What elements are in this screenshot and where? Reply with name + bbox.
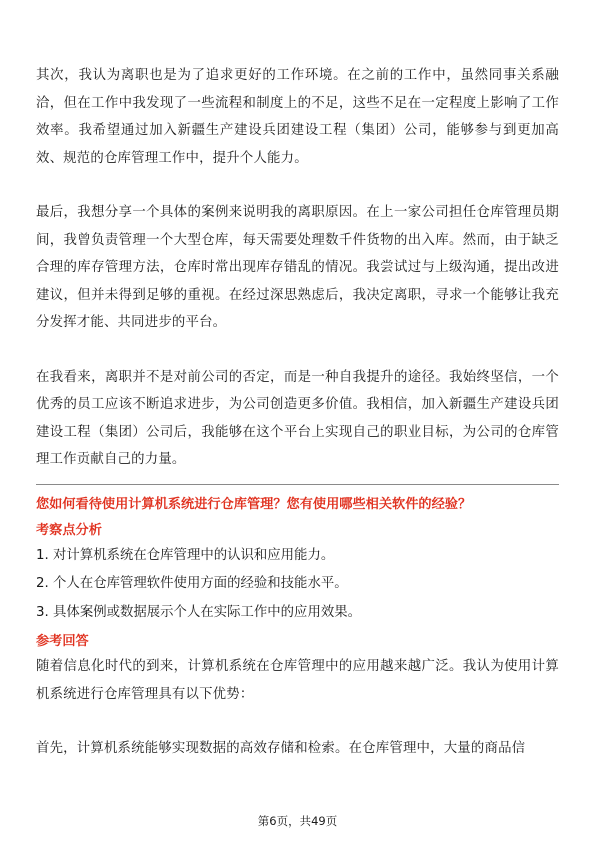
body-paragraph: 最后，我想分享一个具体的案例来说明我的离职原因。在上一家公司担任仓库管理员期间，我曾负责管理一个大型仓库，每天需要处理数千件货物的出入库。然而，由于缺乏合理的库存管理方法，仓库时常出现库存错乱的情况。我尝试过与上级沟通，提出改进建议，但并未得到足够的重视。在经过深思熟虑后，我决定离职，寻求一个能够让我充分发挥才能、共同进步的平台。 (36, 205, 559, 330)
question-title: 您如何看待使用计算机系统进行仓库管理？您有使用哪些相关软件的经验？ (36, 496, 472, 512)
list-item: 3. 具体案例或数据展示个人在实际工作中的应用效果。 (36, 604, 362, 620)
page-number: 第6页，共49页 (257, 814, 338, 828)
list-item: 1. 对计算机系统在仓库管理中的认识和应用能力。 (36, 547, 335, 563)
list-item: 2. 个人在仓库管理软件使用方面的经验和技能水平。 (36, 576, 348, 591)
analysis-list (36, 542, 559, 628)
answer-paragraph: 随着信息化时代的到来，计算机系统在仓库管理中的应用越来越广泛。我认为使用计算机系统进行仓库管理具有以下优势： (36, 659, 559, 702)
section-divider (36, 484, 559, 485)
body-paragraph: 其次，我认为离职也是为了追求更好的工作环境。在之前的工作中，虽然同事关系融洽，但在工作中我发现了一些流程和制度上的不足，这些不足在一定程度上影响了工作效率。我希望通过加入新疆生产建设兵团建设工程（集团）公司，能够参与到更加高效、规范的仓库管理工作中，提升个人能力。 (36, 68, 559, 166)
answer-paragraph: 首先，计算机系统能够实现数据的高效存储和检索。在仓库管理中，大量的商品信 (36, 741, 526, 756)
page-content (36, 62, 559, 763)
body-paragraph: 在我看来，离职并不是对前公司的否定，而是一种自我提升的途径。我始终坚信，一个优秀的员工应该不断追求进步，为公司创造更多价值。我相信，加入新疆生产建设兵团建设工程（集团）公司后，我能够在这个平台上实现自己的职业目标，为公司的仓库管理工作贡献自己的力量。 (36, 369, 559, 467)
answer-heading: 参考回答 (36, 634, 89, 649)
analysis-heading: 考察点分析 (36, 522, 102, 538)
